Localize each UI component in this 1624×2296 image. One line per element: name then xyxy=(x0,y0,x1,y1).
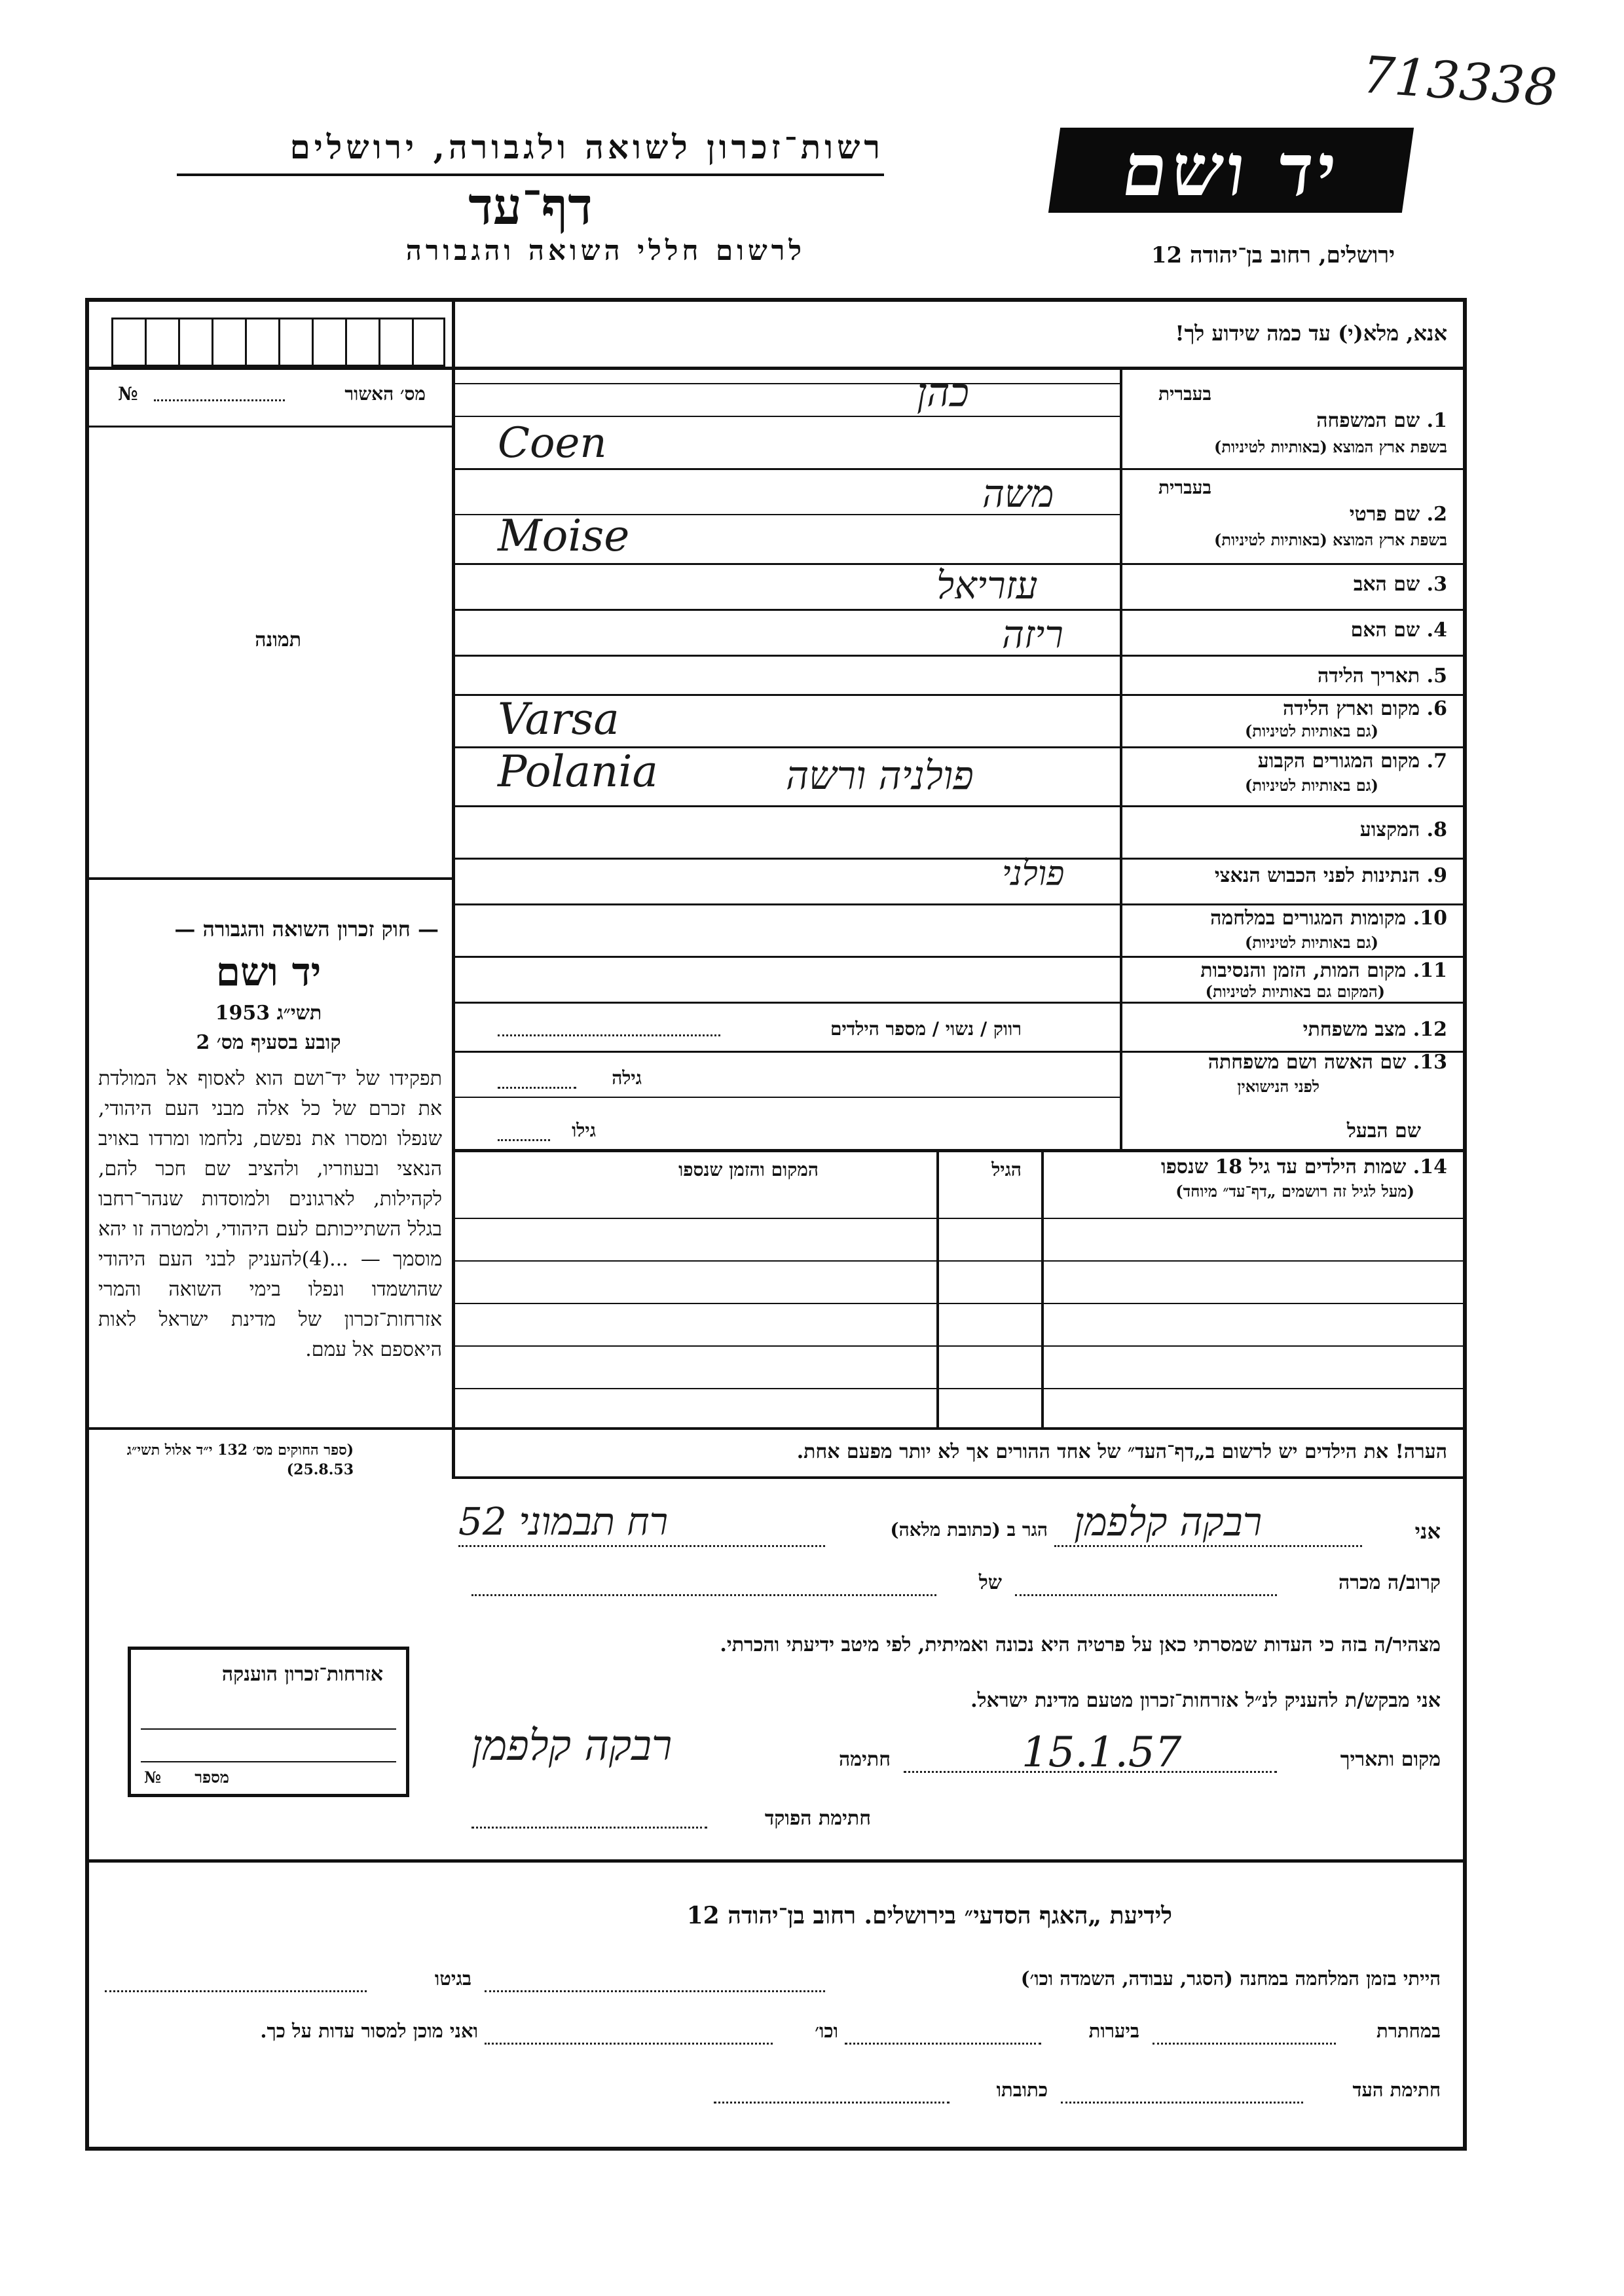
photo-label: תמונה xyxy=(255,629,301,651)
field-7-label: 7. מקום המגורים הקבוע xyxy=(1257,750,1447,773)
citizenship-box-title: אזרחות־זכרון הוענקה xyxy=(221,1663,383,1686)
law-text: תפקידו של יד־ושם הוא לאסוף אל המולדת את זכרם של כל אלה מבני העם היהודי, שנפלו ומסרו את נפשם, נלחמו ומרדו באויב הנאצי ובעוזריו, ולהציב שם חכר להם, לקהילות, לארגונים ולמוסדות שנהר־רחבו בגלל השתייכותם לעם היהודי, ולמטרה זו יהא מוסמך — ...(4)להעניק לבני העם היהודי שהושמדו ונפלו בימי השואה והמרי אזרחות־זכרון של מדינת ישראל לאות היאספם אל עמם. xyxy=(98,1067,443,1361)
field-12-label: 12. מצב משפחתי xyxy=(1302,1018,1447,1041)
footer-title: לידיעת „האגף הסדעי״ בירושלים. רחוב בן־יהודה 12 xyxy=(686,1902,1172,1929)
law-reference: (ספר החוקים מס׳ 132 י״ד אלול תשי״ג 25.8.53) xyxy=(126,1442,354,1478)
footer-underground-label: במחתרת xyxy=(1376,2020,1441,2042)
declaration-statement: מצהיר/ה בזה כי העדות שמסרתי כאן על פרטיה היא נכונה ואמיתית, לפי מיטב ידיעתי והכרתי. xyxy=(720,1633,1441,1656)
serial-boxes xyxy=(111,318,445,367)
organization-address: ירושלים, רחוב בן־יהודה 12 xyxy=(1151,242,1395,268)
husband-name-label: שם הבעל xyxy=(1346,1120,1421,1142)
field-2-value-latin: Moise xyxy=(498,511,630,561)
field-7-sub: (גם באותיות לטיניות) xyxy=(1244,776,1378,795)
law-title: — חוק זכרון השואה והגבורה — xyxy=(174,917,439,941)
place-date-label: מקום ותאריך xyxy=(1340,1748,1441,1771)
field-1-sub-hebrew: בעברית xyxy=(1158,383,1211,405)
field-10-sub: (גם באותיות לטיניות) xyxy=(1244,933,1378,952)
field-6-sub: (גם באותיות לטיניות) xyxy=(1244,721,1378,740)
footer-address-label: כתובתו xyxy=(996,2079,1048,2101)
relative-of-label: של xyxy=(978,1571,1002,1594)
field-4-value: ריזה xyxy=(1002,612,1063,657)
citizenship-number-label: מספר xyxy=(194,1768,229,1787)
field-5-label: 5. תאריך הלידה xyxy=(1318,665,1447,687)
citizenship-number-sign: № xyxy=(144,1768,162,1787)
field-7-value-hebrew: פולניה ורשה xyxy=(786,753,974,799)
declaration-resides-label: הגר ב (כתובת מלאה) xyxy=(890,1519,1048,1540)
children-sub: (מעל לגיל זה רושמים „דף־עד״ מיוחד) xyxy=(1175,1182,1414,1201)
declarant-signature: רבקה קלפמן xyxy=(471,1722,673,1770)
page-subtitle: לרשום חללי השואה והגבורה xyxy=(405,234,805,266)
footer-forests-label: ביערות xyxy=(1088,2020,1139,2042)
law-clause: קובע בסעיף מס׳ 2 xyxy=(196,1031,341,1054)
field-13-age-label: גילה xyxy=(612,1067,642,1089)
field-2-value-hebrew: משה xyxy=(982,471,1054,516)
field-7-value-latin: Polania xyxy=(498,746,658,797)
field-1-sub-latin: בשפת ארץ המוצא (באותיות לטיניות) xyxy=(1214,437,1447,456)
field-4-label: 4. שם האם xyxy=(1350,619,1447,642)
handwritten-serial-number: 713338 xyxy=(1360,45,1559,118)
footer-ghetto-label: בגיטו xyxy=(434,1967,471,1990)
declaration-request: אני מבקש/ת להעניק לנ״ל אזרחות־זכרון מטעם מדינת ישראל. xyxy=(970,1689,1441,1712)
children-label: 14. שמות הילדים עד גיל 18 שנספו xyxy=(1160,1156,1447,1178)
approval-number-label: מס׳ האשור xyxy=(344,383,426,405)
field-2-sub-latin: בשפת ארץ המוצא (באותיות לטיניות) xyxy=(1214,530,1447,549)
field-12-value: רווק / נשוי / מספר הילדים xyxy=(830,1018,1022,1040)
officer-signature-label: חתימת הפוקד xyxy=(764,1807,871,1830)
field-9-value: פולני xyxy=(1002,854,1065,894)
organization-title: רשות־זכרון לשואה ולגבורה, ירושלים xyxy=(289,128,884,166)
children-col-age: הגיל xyxy=(991,1159,1022,1180)
field-13-label: 13. שם האשה ושם משפחתה xyxy=(1208,1051,1447,1074)
field-8-label: 8. המקצוע xyxy=(1359,818,1447,841)
org-title-underline xyxy=(177,173,884,176)
page-title: דף־עד xyxy=(468,177,593,236)
children-col-place: המקום והזמן שנספו xyxy=(678,1159,819,1180)
declarant-address: רח תבמוני 52 xyxy=(458,1499,669,1544)
declarant-name: רבקה קלפמן xyxy=(1074,1499,1263,1545)
relative-label: קרוב/ה מכרה xyxy=(1338,1571,1441,1594)
law-yad-vashem: יד ושם xyxy=(215,949,322,995)
husband-age-label: גילו xyxy=(572,1120,596,1141)
law-year: תשי״ג 1953 xyxy=(215,1002,322,1025)
approval-no-sign: № xyxy=(118,383,138,405)
field-1-value-hebrew: כהן xyxy=(917,370,969,416)
field-9-label: 9. הנתינות לפני הכבוש הנאצי xyxy=(1214,864,1447,887)
field-10-label: 10. מקומות המגורים במלחמה xyxy=(1210,907,1447,930)
signature-label: חתימה xyxy=(839,1748,891,1771)
field-1-value-latin: Coen xyxy=(498,419,607,467)
field-2-label: 2. שם פרטי xyxy=(1349,503,1447,526)
footer-etc-label: וכו׳ xyxy=(815,2020,838,2042)
field-1-label: 1. שם המשפחה xyxy=(1316,409,1447,432)
footer-witness-signature-label: חתימת העד xyxy=(1352,2079,1441,2101)
field-2-sub-hebrew: בעברית xyxy=(1158,477,1211,498)
footer-willing-testify: ואני מוכן למסור עדות על כך. xyxy=(260,2020,478,2042)
field-11-sub: (המקום גם באותיות לטיניות) xyxy=(1205,982,1385,1001)
children-note: הערה! את הילדים יש לרשום ב„דף־העד״ של אחד ההורים אך לא יותר מפעם אחת. xyxy=(796,1440,1447,1463)
field-3-label: 3. שם האב xyxy=(1353,573,1447,596)
field-11-label: 11. מקום המות, הזמן והנסיבות xyxy=(1200,959,1447,982)
field-6-value: Varsa xyxy=(498,694,619,744)
field-6-label: 6. מקום וארץ הלידה xyxy=(1282,697,1447,720)
field-13-sub: לפני הנישואין xyxy=(1237,1077,1320,1096)
yad-vashem-logo: יד ושם xyxy=(1048,128,1414,213)
form-instruction: אנא, מלא(י) עד כמה שידוע לך! xyxy=(1175,321,1447,346)
footer-camp-label: הייתי בזמן המלחמה במחנה (הסגר, עבודה, השמדה וכו׳) xyxy=(1020,1967,1441,1990)
declaration-ani-label: אני xyxy=(1414,1519,1441,1544)
field-3-value: עזריאל xyxy=(936,563,1038,608)
declaration-date: 15.1.57 xyxy=(1022,1728,1182,1777)
